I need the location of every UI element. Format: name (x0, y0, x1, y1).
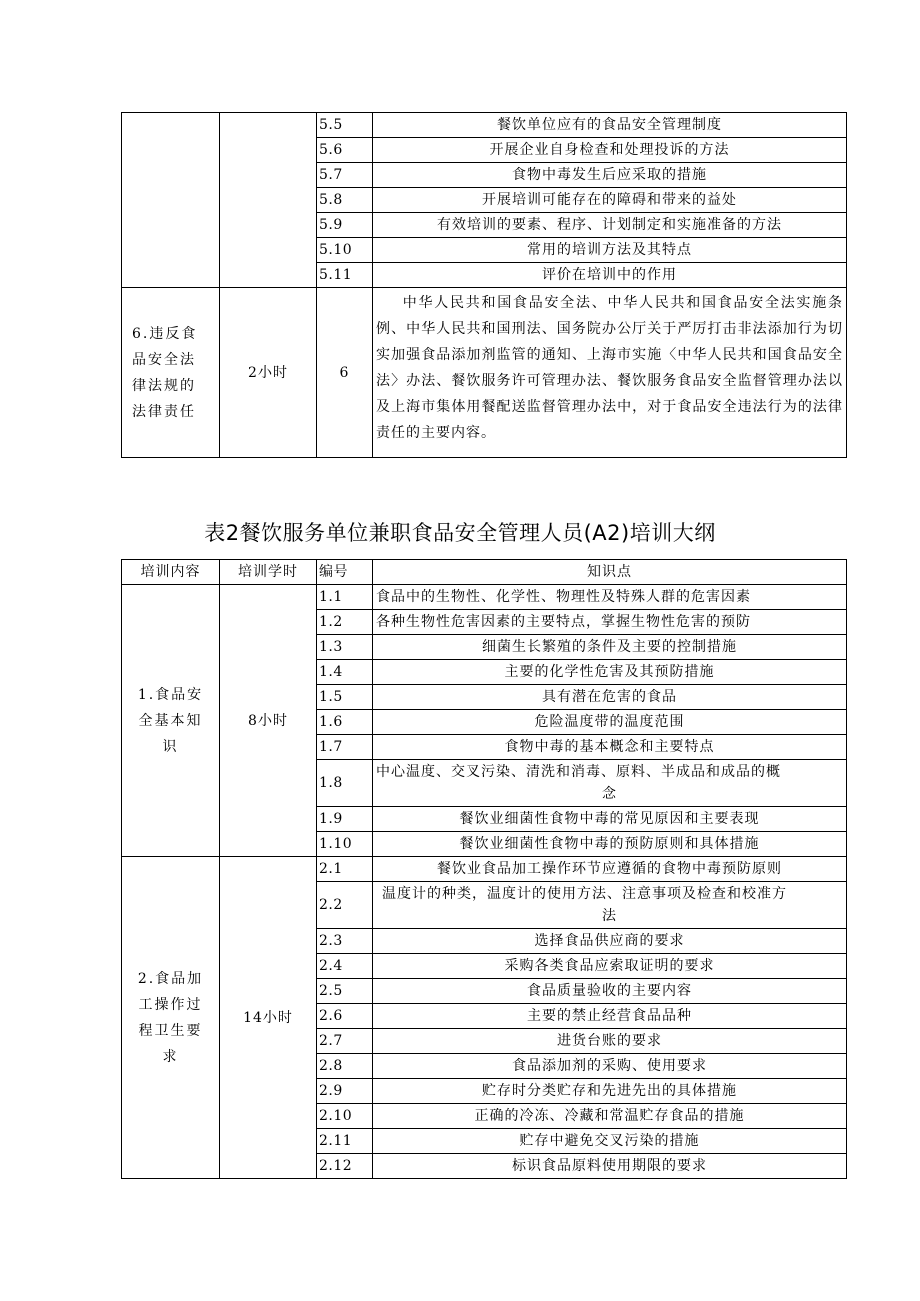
item-code: 2.1 (317, 857, 373, 882)
item-code: 2.11 (317, 1129, 373, 1154)
section-content-cell: 6.违反食品安全法律法规的法律责任 (122, 288, 220, 458)
table-row (122, 585, 847, 610)
knowledge-point: 食品中的生物性、化学性、物理性及特殊人群的危害因素 (373, 585, 847, 610)
item-code: 5.6 (317, 138, 373, 163)
paragraph-text: 中华人民共和国食品安全法、中华人民共和国食品安全法实施条例、中华人民共和国刑法、国务院办公厅关于严厉打击非法添加行为切实加强食品添加剂监管的通知、上海市实施〈中华人民共和国食品安全法〉办法、餐饮服务许可管理办法、餐饮服务食品安全监督管理办法以及上海市集体用餐配送监督管理办法中，对于食品安全违法行为的法律责任的主要内容。 (376, 295, 843, 441)
item-code: 1.4 (317, 660, 373, 685)
item-code: 2.10 (317, 1104, 373, 1129)
knowledge-point: 贮存时分类贮存和先进先出的具体措施 (373, 1079, 847, 1104)
knowledge-point: 具有潜在危害的食品 (373, 685, 847, 710)
item-code: 2.8 (317, 1054, 373, 1079)
header-knowledge: 知识点 (373, 560, 847, 585)
knowledge-point: 餐饮业细菌性食物中毒的预防原则和具体措施 (373, 832, 847, 857)
item-code: 5.5 (317, 113, 373, 138)
knowledge-point: 各种生物性危害因素的主要特点，掌握生物性危害的预防 (373, 610, 847, 635)
item-code: 5.10 (317, 238, 373, 263)
knowledge-point: 食品添加剂的采购、使用要求 (373, 1054, 847, 1079)
section-hours-cell: 8小时 (220, 585, 317, 857)
knowledge-point: 标识食品原料使用期限的要求 (373, 1154, 847, 1179)
hours-cell-empty (220, 113, 317, 288)
outline-table-a2 (121, 559, 847, 1179)
knowledge-point: 进货台账的要求 (373, 1029, 847, 1054)
knowledge-point: 评价在培训中的作用 (373, 263, 847, 288)
knowledge-point: 采购各类食品应索取证明的要求 (373, 954, 847, 979)
header-hours: 培训学时 (220, 560, 317, 585)
knowledge-point: 餐饮业细菌性食物中毒的常见原因和主要表现 (373, 807, 847, 832)
knowledge-line-1: 温度计的种类，温度计的使用方法、注意事项及检查和校准方 (382, 886, 787, 902)
knowledge-line-2: 念 (602, 786, 617, 802)
header-content: 培训内容 (122, 560, 220, 585)
knowledge-point: 贮存中避免交叉污染的措施 (373, 1129, 847, 1154)
knowledge-point: 正确的冷冻、冷藏和常温贮存食品的措施 (373, 1104, 847, 1129)
item-code: 5.11 (317, 263, 373, 288)
header-code: 编号 (317, 560, 373, 585)
item-code: 1.10 (317, 832, 373, 857)
outline-table-continued (121, 112, 847, 458)
knowledge-line-1: 中心温度、交叉污染、清洗和消毒、原料、半成品和成品的概 (376, 764, 781, 780)
knowledge-point: 危险温度带的温度范围 (373, 710, 847, 735)
section-knowledge-paragraph (373, 288, 847, 458)
section-hours-cell: 2小时 (220, 288, 317, 458)
item-code: 1.8 (317, 760, 373, 807)
section-content-cell: 2.食品加工操作过程卫生要求 (122, 857, 220, 1179)
item-code: 2.4 (317, 954, 373, 979)
section-code-cell: 6 (317, 288, 373, 458)
item-code: 2.7 (317, 1029, 373, 1054)
knowledge-point: 餐饮单位应有的食品安全管理制度 (373, 113, 847, 138)
table-row-section-6 (122, 288, 847, 458)
item-code: 5.8 (317, 188, 373, 213)
knowledge-point: 食物中毒的基本概念和主要特点 (373, 735, 847, 760)
item-code: 1.3 (317, 635, 373, 660)
item-code: 2.3 (317, 929, 373, 954)
item-code: 1.2 (317, 610, 373, 635)
content-cell-empty (122, 113, 220, 288)
table-row (122, 857, 847, 882)
table-title: 表2餐饮服务单位兼职食品安全管理人员(A2)培训大纲 (204, 521, 716, 545)
knowledge-point: 选择食品供应商的要求 (373, 929, 847, 954)
knowledge-point: 食物中毒发生后应采取的措施 (373, 163, 847, 188)
knowledge-point: 餐饮业食品加工操作环节应遵循的食物中毒预防原则 (373, 857, 847, 882)
knowledge-point: 常用的培训方法及其特点 (373, 238, 847, 263)
item-code: 1.6 (317, 710, 373, 735)
knowledge-point: 主要的禁止经营食品品种 (373, 1004, 847, 1029)
knowledge-point: 食品质量验收的主要内容 (373, 979, 847, 1004)
knowledge-point: 主要的化学性危害及其预防措施 (373, 660, 847, 685)
knowledge-point: 有效培训的要素、程序、计划制定和实施准备的方法 (373, 213, 847, 238)
item-code: 2.6 (317, 1004, 373, 1029)
table-row (122, 113, 847, 138)
item-code: 2.12 (317, 1154, 373, 1179)
item-code: 2.2 (317, 882, 373, 929)
knowledge-point (373, 882, 847, 929)
knowledge-point: 开展培训可能存在的障碍和带来的益处 (373, 188, 847, 213)
knowledge-point: 细菌生长繁殖的条件及主要的控制措施 (373, 635, 847, 660)
table-header-row (122, 560, 847, 585)
item-code: 1.1 (317, 585, 373, 610)
knowledge-line-2: 法 (602, 908, 617, 924)
item-code: 5.9 (317, 213, 373, 238)
section-content-cell: 1.食品安全基本知识 (122, 585, 220, 857)
item-code: 2.5 (317, 979, 373, 1004)
knowledge-point: 开展企业自身检查和处理投诉的方法 (373, 138, 847, 163)
knowledge-point (373, 760, 847, 807)
item-code: 1.5 (317, 685, 373, 710)
section-hours-cell: 14小时 (220, 857, 317, 1179)
item-code: 2.9 (317, 1079, 373, 1104)
item-code: 5.7 (317, 163, 373, 188)
item-code: 1.7 (317, 735, 373, 760)
item-code: 1.9 (317, 807, 373, 832)
